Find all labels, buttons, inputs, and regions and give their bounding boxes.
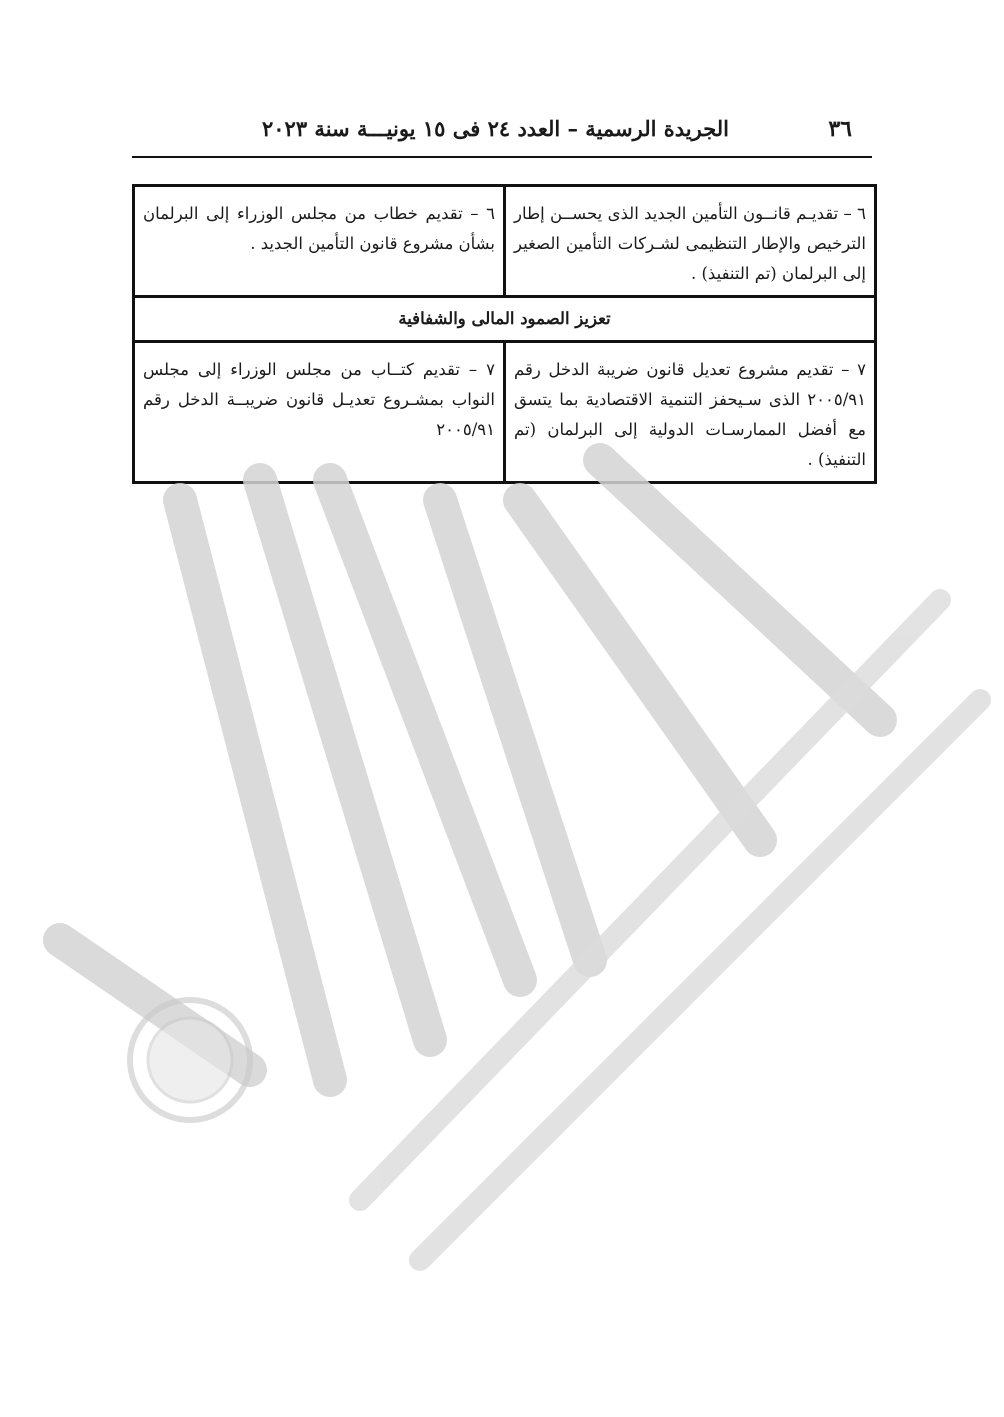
action-cell: ٧ – تقديم كتــاب من مجلس الوزراء إلى مجلس النواب بمشـروع تعديـل قانون ضريبــة الدخل رقم ٢٠٠٥/٩١ [134, 342, 505, 483]
section-title: تعزيز الصمود المالى والشفافية [134, 297, 876, 342]
page-header [132, 112, 872, 158]
emblem-icon [130, 1000, 250, 1120]
table-row [134, 342, 876, 483]
reforms-table [132, 184, 877, 484]
header-divider [132, 156, 872, 158]
page-number: ٣٦ [828, 116, 852, 142]
measure-cell: ٧ – تقديم مشروع تعديل قانون ضريبة الدخل رقم ٢٠٠٥/٩١ الذى سـيحفز التنمية الاقتصادية بما يتسق مع أفضل الممارسـات الدولية إلى البرلمان (تم التنفيذ) . [505, 342, 876, 483]
section-row [134, 297, 876, 342]
watermark-seal-icon [0, 420, 1004, 1417]
table-row [134, 186, 876, 297]
measure-cell: ٦ – تقديـم قانــون التأمين الجديد الذى يحســن إطار الترخيص والإطار التنظيمى لشـركات التأمين الصغير إلى البرلمان (تم التنفيذ) . [505, 186, 876, 297]
gazette-title: الجريدة الرسمية – العدد ٢٤ فى ١٥ يونيـــة سنة ٢٠٢٣ [262, 116, 730, 141]
action-cell: ٦ – تقديم خطاب من مجلس الوزراء إلى البرلمان بشأن مشروع قانون التأمين الجديد . [134, 186, 505, 297]
